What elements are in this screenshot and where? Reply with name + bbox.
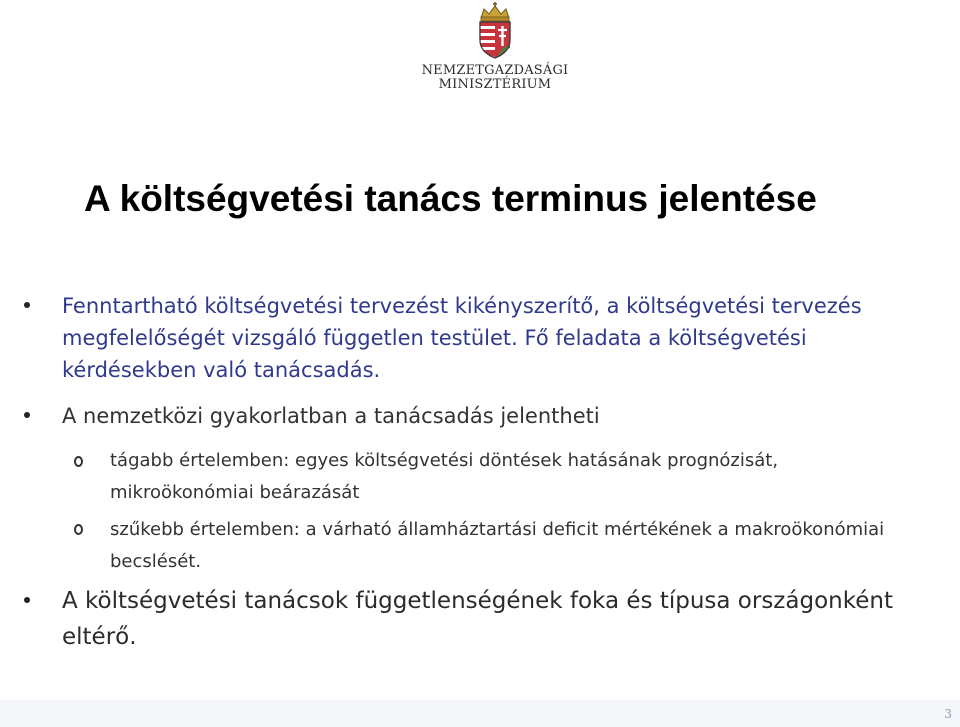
bullet-2-text: A nemzetközi gyakorlatban a tanácsadás jelentheti [62, 404, 600, 428]
subbullet-2-text: szűkebb értelemben: a várható államháztartási deficit mértékének a makroökonómiai becslését. [110, 519, 885, 572]
bullet-1-text: Fenntartható költségvetési tervezést kikényszerítő, a költségvetési tervezés megfelelőségét vizsgáló független testület. Fő feladata a költségvetési kérdésekben való tanácsadás. [62, 294, 862, 382]
slide-title: A költségvetési tanács terminus jelentése [84, 178, 817, 219]
bullet-dot-3 [24, 597, 30, 603]
footer-bar [0, 700, 960, 727]
ministry-name-line1: NEMZETGAZDASÁGI [421, 63, 569, 78]
hungarian-coat-of-arms-icon [472, 2, 518, 60]
bullet-dot-2 [24, 412, 30, 418]
page-number: 3 [944, 707, 952, 721]
bullet-3-text: A költségvetési tanácsok függetlenségének foka és típusa országonként eltérő. [62, 588, 893, 650]
subbullet-marker-1 [74, 456, 83, 467]
subbullet-1-text: tágabb értelemben: egyes költségvetési döntések hatásának prognózisát, mikroökonómiai beárazását [110, 450, 779, 503]
ministry-logo [420, 2, 570, 92]
ministry-name-line2: MINISZTÉRIUM [438, 77, 552, 92]
subbullet-marker-2 [74, 524, 83, 535]
bullet-dot-1 [24, 302, 30, 308]
